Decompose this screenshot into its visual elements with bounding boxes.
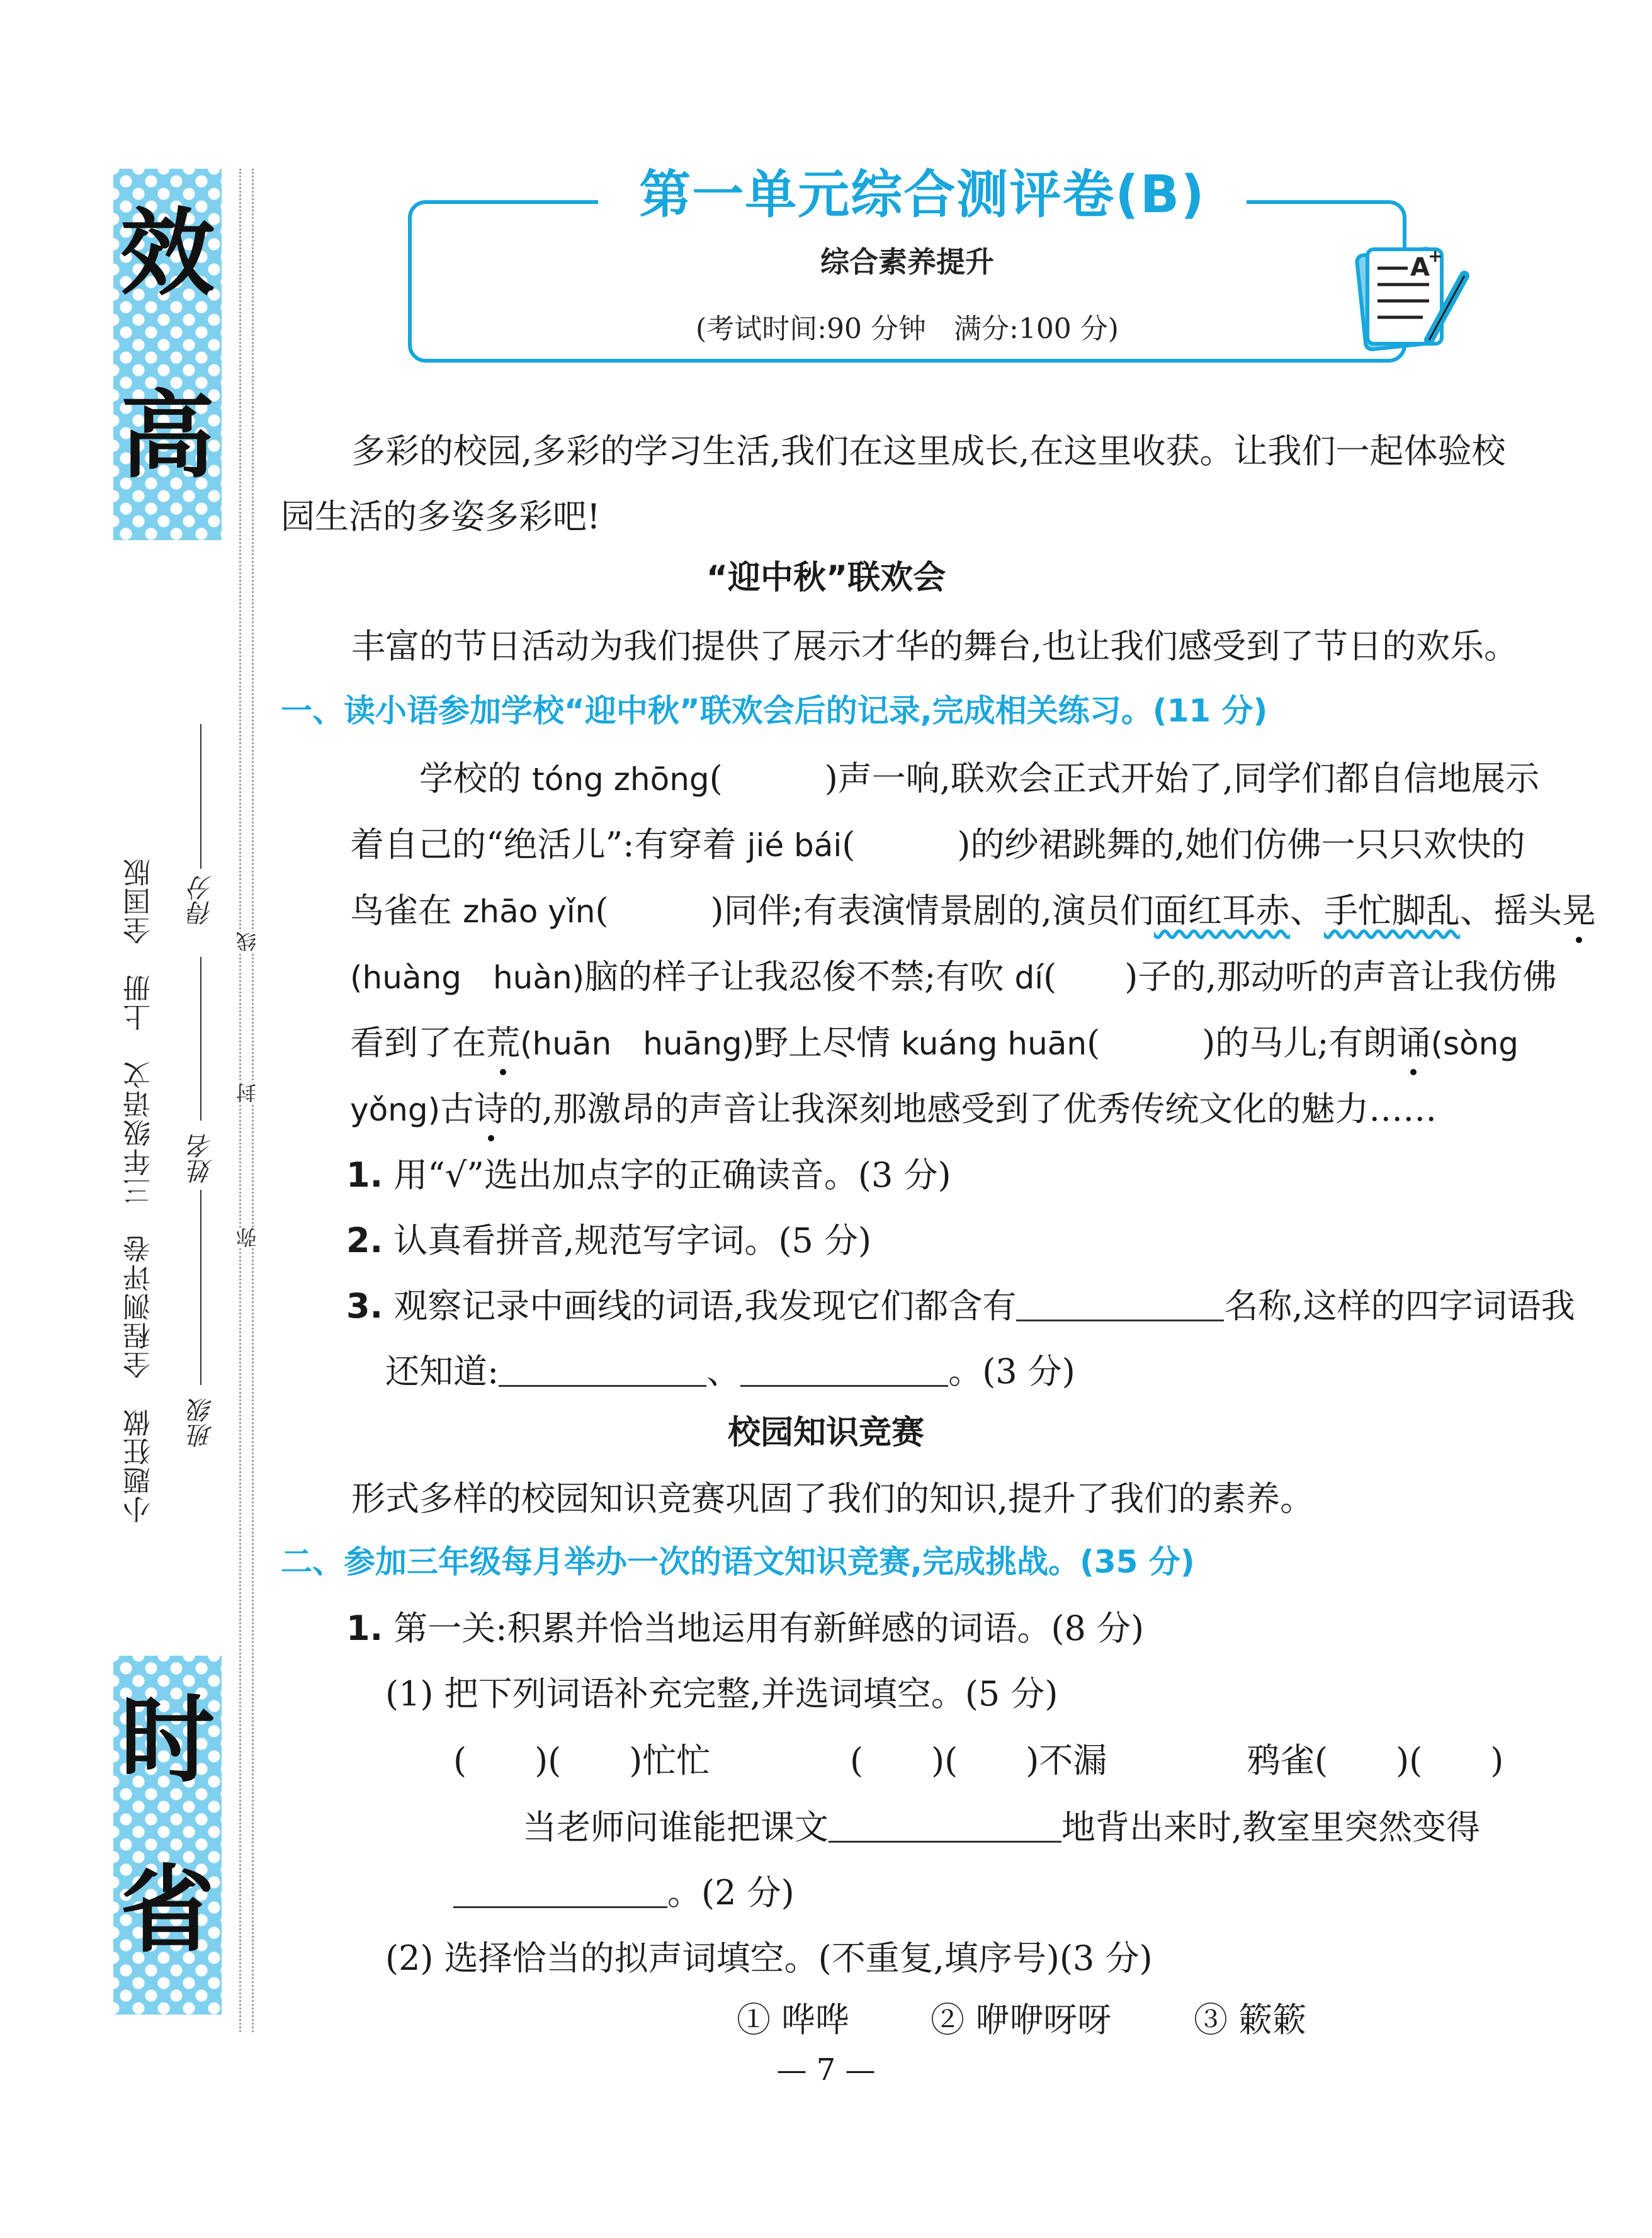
field-score-line (200, 724, 201, 869)
pinyin: (huān huāng) (520, 1026, 755, 1062)
question-text: 认真看拼音,规范写字词。(5 分) (393, 1221, 872, 1260)
part1-question-3 (346, 1286, 1575, 1326)
option-2: ② 咿咿呀呀 (931, 2000, 1112, 2040)
dotted-char: 诗 (474, 1089, 509, 1129)
question-text: 名称,这样的四字词语我 (1224, 1286, 1575, 1326)
passage-line-2 (350, 825, 1525, 864)
passage-text: ( )声一响,联欢会正式开始了,同学们都自信地展示 (709, 759, 1540, 798)
fill-sentence-cont (453, 1873, 795, 1913)
exam-paper-icon (1347, 239, 1473, 359)
part2-question-1 (346, 1608, 1145, 1648)
question-text: 观察记录中画线的词语,我发现它们都含有 (393, 1286, 1017, 1326)
passage-text: ( )的马儿;有朗 (1087, 1023, 1397, 1063)
intro-line-1: 多彩的校园,多彩的学习生活,我们在这里成长,在这里收获。让我们一起体验校 (351, 431, 1506, 471)
pinyin: zhāo yǐn (463, 893, 596, 930)
option-1: ① 哗哗 (737, 2000, 850, 2040)
sidebar-glyph-1: 效 (120, 199, 215, 308)
svg-text:+: + (1428, 246, 1443, 266)
passage-text: ( )的纱裙跳舞的,她们仿佛一只只欢快的 (842, 825, 1525, 864)
pinyin: yǒng) (350, 1092, 441, 1128)
passage-text: ( )子的,那动听的声音让我仿佛 (1043, 957, 1557, 997)
part2-section-title: 二、参加三年级每月举办一次的语文知识竞赛,完成挑战。(35 分) (281, 1544, 1195, 1580)
question-number: 2. (346, 1221, 383, 1260)
part2-lead: 形式多样的校园知识竞赛巩固了我们的知识,提升了我们的素养。 (351, 1479, 1315, 1518)
svg-text:A: A (1410, 253, 1430, 282)
passage-text: ( )同伴;有表演情景剧的,演员们 (595, 891, 1154, 930)
passage-line-4 (350, 957, 1557, 997)
part1-question-3-cont (385, 1352, 1075, 1391)
dotted-char: 诵 (1396, 1023, 1431, 1063)
page-number: — 7 — (776, 2052, 876, 2088)
pinyin: kuáng huān (901, 1026, 1087, 1062)
page-title: 第一单元综合测评卷(B) (639, 165, 1206, 225)
seal-char-3: 线 (233, 932, 262, 952)
fill-word-c[interactable]: 鸦雀( )( ) (1247, 1741, 1504, 1780)
exam-time-info: (考试时间:90 分钟 满分:100 分) (696, 313, 1119, 345)
part1-section-title: 一、读小语参加学校“迎中秋”联欢会后的记录,完成相关练习。(11 分) (281, 692, 1268, 729)
answer-blank[interactable] (499, 1385, 706, 1387)
passage-text: 、 (1459, 891, 1494, 930)
answer-blank[interactable] (829, 1841, 1061, 1843)
passage-text: 看到了在 (350, 1023, 486, 1063)
passage-text: 古 (440, 1089, 475, 1129)
page-subtitle: 综合素养提升 (820, 245, 994, 279)
sidebar-top-banner (113, 169, 222, 540)
seal-char-2: 封 (233, 1083, 262, 1103)
intro-line-2: 园生活的多姿多彩吧! (281, 497, 601, 536)
field-score-label: 得分 (188, 875, 217, 925)
passage-text: 摇头 (1493, 891, 1562, 930)
pinyin: jié bái (747, 827, 842, 864)
field-class-label: 班级 (188, 1398, 217, 1448)
question-text: 、 (706, 1352, 741, 1391)
part2-heading: 校园知识竞赛 (727, 1414, 924, 1452)
fill-sentence (523, 1807, 1481, 1847)
header-title-wrap (598, 164, 1247, 227)
answer-blank[interactable] (740, 1385, 948, 1387)
sidebar-glyph-3: 时 (120, 1686, 215, 1795)
part1-question-2 (346, 1221, 872, 1260)
passage-line-6 (350, 1089, 1437, 1129)
underlined-word: 手忙脚乱 (1323, 891, 1460, 930)
pinyin: dí (1014, 959, 1044, 996)
field-class-line (200, 1190, 201, 1385)
dotted-char: 晃 (1561, 891, 1596, 930)
passage-line-1 (419, 759, 1540, 798)
question-text: 当老师问谁能把课文 (523, 1807, 829, 1847)
series-text: 小题狂做 全程测评卷 三年级语文 上册 全国版 (123, 857, 156, 1523)
part1-question-1 (346, 1155, 951, 1195)
passage-text: 野上尽情 (754, 1023, 902, 1063)
field-name-line (200, 957, 201, 1121)
underlined-word: 面红耳赤 (1153, 891, 1290, 930)
passage-text: 学校的 (419, 759, 533, 798)
answer-blank[interactable] (1016, 1320, 1224, 1321)
passage-text: 鸟雀在 (350, 891, 463, 930)
sidebar-glyph-2: 省 (120, 1856, 215, 1965)
question-number: 1. (346, 1155, 383, 1195)
option-3: ③ 簌簌 (1194, 2000, 1307, 2040)
sidebar-bottom-banner (113, 1656, 222, 2015)
question-number: 1. (346, 1608, 383, 1648)
passage-text: 脑的样子让我忍俊不禁;有吹 (584, 957, 1015, 997)
part1-lead: 丰富的节日活动为我们提供了展示才华的舞台,也让我们感受到了节日的欢乐。 (351, 626, 1519, 666)
passage-text: 着自己的“绝活儿”:有穿着 (350, 825, 747, 864)
pinyin: tóng zhōng (532, 761, 710, 798)
answer-blank[interactable] (453, 1906, 667, 1908)
question-text: 。(3 分) (948, 1352, 1075, 1391)
question-text: 地背出来时,教室里突然变得 (1061, 1807, 1481, 1847)
part2-sub-question-1: (1) 把下列词语补充完整,并选词填空。(5 分) (385, 1674, 1058, 1714)
passage-line-5 (350, 1023, 1519, 1063)
question-text: 还知道: (385, 1352, 499, 1391)
part1-heading: “迎中秋”联欢会 (706, 559, 946, 597)
fill-word-a[interactable]: ( )( )忙忙 (453, 1741, 711, 1780)
question-text: 。(2 分) (667, 1873, 795, 1913)
part2-sub-question-2: (2) 选择恰当的拟声词填空。(不重复,填序号)(3 分) (385, 1938, 1153, 1978)
passage-line-3 (350, 891, 1596, 930)
passage-text: 、 (1289, 891, 1324, 930)
seal-char-1: 弥 (233, 1228, 262, 1248)
dotted-char: 荒 (486, 1023, 520, 1063)
field-name-label: 姓名 (188, 1133, 217, 1184)
question-text: 第一关:积累并恰当地运用有新鲜感的词语。(8 分) (393, 1608, 1145, 1648)
question-number: 3. (346, 1286, 383, 1326)
passage-text: 的,那激昂的声音让我深刻地感受到了优秀传统文化的魅力…… (508, 1089, 1437, 1129)
pinyin: (sòng (1430, 1026, 1519, 1062)
fill-word-b[interactable]: ( )( )不漏 (850, 1741, 1107, 1780)
pinyin: (huàng huàn) (350, 959, 585, 996)
sidebar-glyph-0: 高 (120, 381, 215, 491)
question-text: 用“√”选出加点字的正确读音。(3 分) (393, 1155, 951, 1195)
